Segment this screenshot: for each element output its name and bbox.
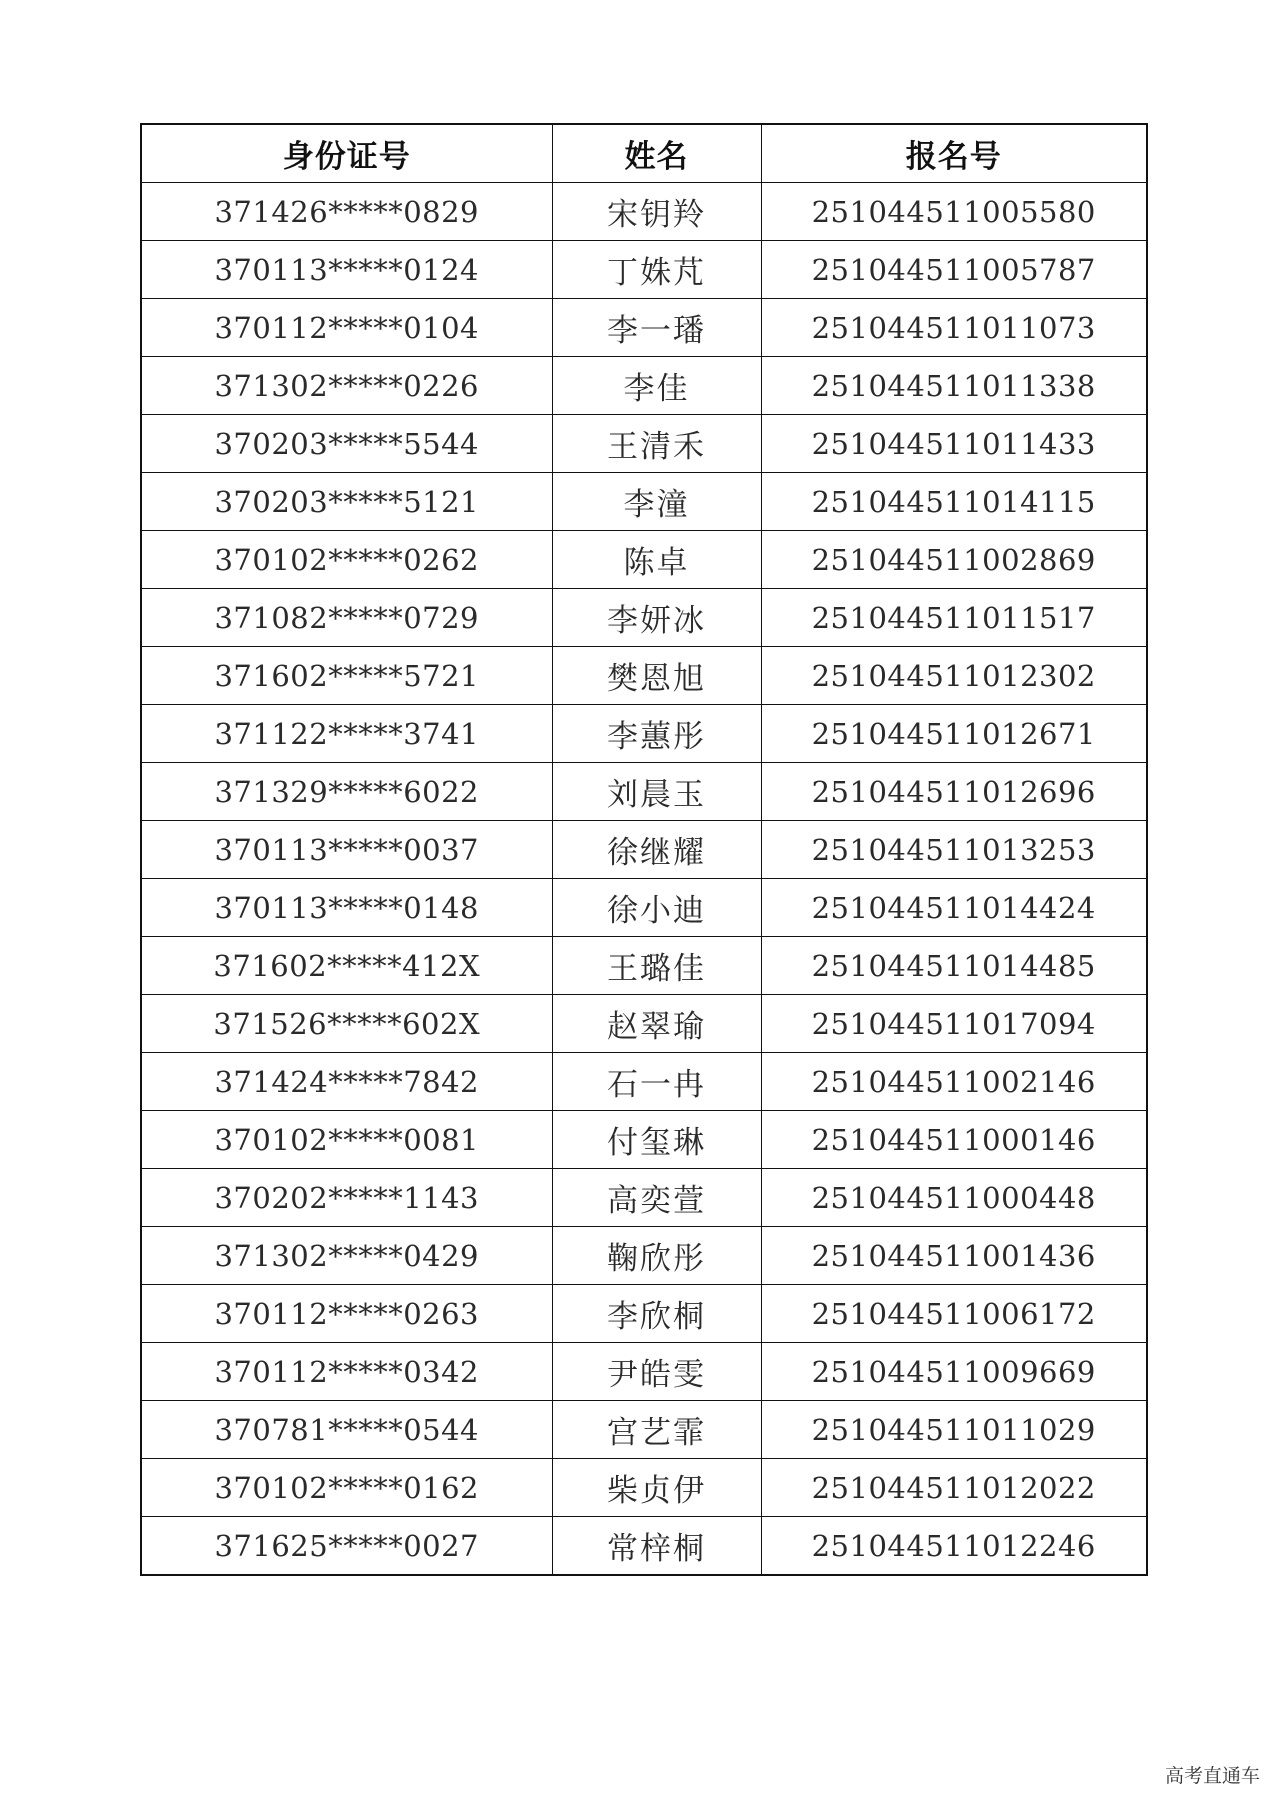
table-row [141,183,1147,241]
column-header-registration-number: 报名号 [761,124,1147,183]
registration-number-cell: 251044511011073 [761,299,1147,357]
name-cell: 徐继耀 [552,821,761,879]
name-cell: 陈卓 [552,531,761,589]
registration-number-cell: 251044511006172 [761,1285,1147,1343]
header-row [141,124,1147,183]
table-row [141,299,1147,357]
table-header [141,124,1147,183]
registration-number-cell: 251044511013253 [761,821,1147,879]
candidate-table [140,123,1148,1576]
id-number-cell: 370113*****0037 [141,821,552,879]
registration-number-cell: 251044511009669 [761,1343,1147,1401]
id-number-cell: 371302*****0226 [141,357,552,415]
table-row [141,1053,1147,1111]
id-number-cell: 370113*****0124 [141,241,552,299]
name-cell: 高奕萱 [552,1169,761,1227]
table-row [141,1459,1147,1517]
table-row [141,1227,1147,1285]
table-row [141,1111,1147,1169]
id-number-cell: 370113*****0148 [141,879,552,937]
name-cell: 赵翠瑜 [552,995,761,1053]
registration-number-cell: 251044511005787 [761,241,1147,299]
registration-number-cell: 251044511001436 [761,1227,1147,1285]
name-cell: 李潼 [552,473,761,531]
registration-number-cell: 251044511000448 [761,1169,1147,1227]
name-cell: 王清禾 [552,415,761,473]
registration-number-cell: 251044511012696 [761,763,1147,821]
table-row [141,589,1147,647]
name-cell: 李一璠 [552,299,761,357]
id-number-cell: 371122*****3741 [141,705,552,763]
column-header-name: 姓名 [552,124,761,183]
table-row [141,1169,1147,1227]
name-cell: 李佳 [552,357,761,415]
table-row [141,937,1147,995]
id-number-cell: 370102*****0262 [141,531,552,589]
id-number-cell: 371426*****0829 [141,183,552,241]
column-header-id-number: 身份证号 [141,124,552,183]
id-number-cell: 370112*****0104 [141,299,552,357]
name-cell: 宋钥羚 [552,183,761,241]
table-row [141,647,1147,705]
id-number-cell: 370102*****0081 [141,1111,552,1169]
id-number-cell: 371424*****7842 [141,1053,552,1111]
registration-number-cell: 251044511014424 [761,879,1147,937]
name-cell: 石一冉 [552,1053,761,1111]
table-row [141,763,1147,821]
name-cell: 尹皓雯 [552,1343,761,1401]
table-row [141,995,1147,1053]
id-number-cell: 370202*****1143 [141,1169,552,1227]
name-cell: 宫艺霏 [552,1401,761,1459]
registration-number-cell: 251044511011433 [761,415,1147,473]
id-number-cell: 370102*****0162 [141,1459,552,1517]
name-cell: 柴贞伊 [552,1459,761,1517]
registration-number-cell: 251044511017094 [761,995,1147,1053]
table-row [141,879,1147,937]
registration-number-cell: 251044511012246 [761,1517,1147,1576]
table-row [141,415,1147,473]
registration-number-cell: 251044511012671 [761,705,1147,763]
table-row [141,357,1147,415]
registration-number-cell: 251044511014485 [761,937,1147,995]
name-cell: 樊恩旭 [552,647,761,705]
id-number-cell: 370203*****5544 [141,415,552,473]
table-body [141,183,1147,1576]
id-number-cell: 370781*****0544 [141,1401,552,1459]
id-number-cell: 370112*****0263 [141,1285,552,1343]
name-cell: 刘晨玉 [552,763,761,821]
name-cell: 李欣桐 [552,1285,761,1343]
name-cell: 鞠欣彤 [552,1227,761,1285]
id-number-cell: 371526*****602X [141,995,552,1053]
name-cell: 王璐佳 [552,937,761,995]
id-number-cell: 371302*****0429 [141,1227,552,1285]
table-row [141,1343,1147,1401]
id-number-cell: 371082*****0729 [141,589,552,647]
registration-number-cell: 251044511012302 [761,647,1147,705]
table-row [141,241,1147,299]
registration-number-cell: 251044511005580 [761,183,1147,241]
name-cell: 丁姝芃 [552,241,761,299]
registration-number-cell: 251044511000146 [761,1111,1147,1169]
watermark-text: 高考直通车 [1164,1765,1260,1787]
registration-number-cell: 251044511011517 [761,589,1147,647]
table-row [141,705,1147,763]
table-row [141,821,1147,879]
name-cell: 常梓桐 [552,1517,761,1576]
registration-number-cell: 251044511014115 [761,473,1147,531]
name-cell: 李蕙彤 [552,705,761,763]
registration-number-cell: 251044511011338 [761,357,1147,415]
name-cell: 付玺琳 [552,1111,761,1169]
name-cell: 徐小迪 [552,879,761,937]
id-number-cell: 371329*****6022 [141,763,552,821]
id-number-cell: 370203*****5121 [141,473,552,531]
table-row [141,1401,1147,1459]
registration-number-cell: 251044511002146 [761,1053,1147,1111]
registration-number-cell: 251044511002869 [761,531,1147,589]
table-row [141,531,1147,589]
id-number-cell: 371602*****5721 [141,647,552,705]
id-number-cell: 370112*****0342 [141,1343,552,1401]
id-number-cell: 371602*****412X [141,937,552,995]
registration-number-cell: 251044511012022 [761,1459,1147,1517]
registration-number-cell: 251044511011029 [761,1401,1147,1459]
table-row [141,1285,1147,1343]
name-cell: 李妍冰 [552,589,761,647]
id-number-cell: 371625*****0027 [141,1517,552,1576]
table-row [141,1517,1147,1576]
table-row [141,473,1147,531]
